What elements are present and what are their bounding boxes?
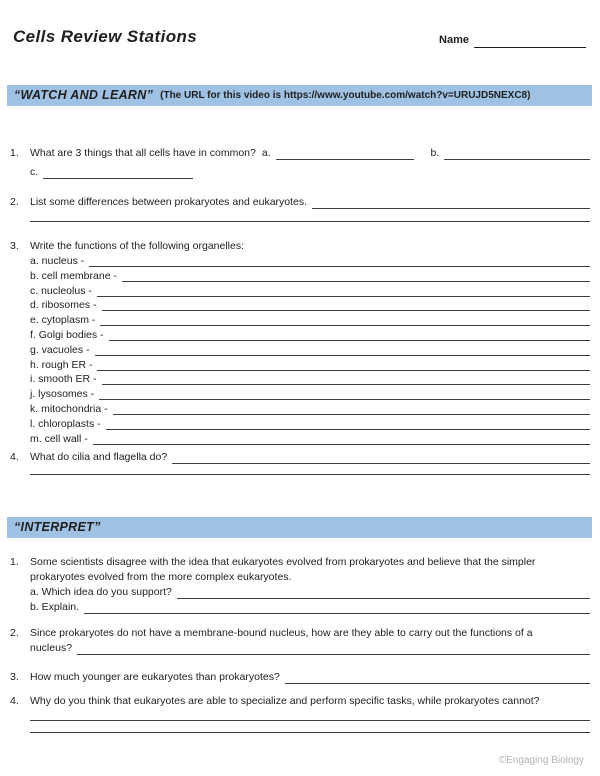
question-number: 2. bbox=[10, 196, 19, 208]
question-text: What are 3 things that all cells have in common? bbox=[30, 147, 256, 159]
organelle-label: l. chloroplasts - bbox=[30, 417, 101, 430]
organelle-label: i. smooth ER - bbox=[30, 373, 97, 386]
interpret-question-1 bbox=[10, 555, 590, 615]
watch-banner-url-note: (The URL for this video is https://www.youtube.com/watch?v=URUJD5NEXC8) bbox=[160, 90, 531, 101]
organelle-row bbox=[30, 402, 590, 417]
answer-line bbox=[122, 269, 590, 282]
question-text: List some differences between prokaryotes and eukaryotes. bbox=[30, 196, 308, 208]
organelle-label: f. Golgi bodies - bbox=[30, 328, 104, 341]
organelle-row bbox=[30, 343, 590, 358]
organelle-label: e. cytoplasm - bbox=[30, 314, 96, 327]
footer-credit: ©Engaging Biology bbox=[498, 755, 584, 766]
watch-question-4 bbox=[10, 450, 590, 475]
question-text-line2: nucleus? bbox=[30, 642, 73, 655]
answer-line bbox=[106, 417, 590, 430]
answer-line-a bbox=[177, 585, 590, 599]
answer-line-continued bbox=[30, 210, 590, 222]
organelle-row bbox=[30, 387, 590, 402]
answer-line-b bbox=[84, 600, 590, 614]
question-number: 1. bbox=[10, 556, 19, 569]
interpret-banner-heading: “INTERPRET” bbox=[14, 520, 101, 535]
organelle-row bbox=[30, 269, 590, 284]
header bbox=[0, 0, 600, 48]
question-text-line1: Since prokaryotes do not have a membrane-bound nucleus, how are they able to carry out the functions of a bbox=[30, 627, 533, 640]
organelle-label: j. lysosomes - bbox=[30, 388, 95, 401]
question-text: Why do you think that eukaryotes are able to specialize and perform specific tasks, while prokaryotes cannot? bbox=[30, 695, 540, 708]
organelle-row bbox=[30, 313, 590, 328]
question-number: 3. bbox=[10, 240, 19, 252]
answer-line bbox=[95, 343, 590, 356]
question-text-line1: Some scientists disagree with the idea that eukaryotes evolved from prokaryotes and believe that the simpler bbox=[30, 556, 536, 569]
answer-line bbox=[97, 358, 590, 371]
question-text: How much younger are eukaryotes than prokaryotes? bbox=[30, 671, 280, 684]
answer-line bbox=[100, 313, 590, 326]
organelle-label: m. cell wall - bbox=[30, 432, 88, 445]
question-text: What do cilia and flagella do? bbox=[30, 451, 168, 464]
organelle-row bbox=[30, 432, 590, 447]
sub-question-b: b. Explain. bbox=[30, 601, 80, 614]
answer-line bbox=[172, 450, 590, 464]
answer-line bbox=[93, 432, 590, 445]
interpret-question-2 bbox=[10, 626, 590, 656]
organelle-label: h. rough ER - bbox=[30, 358, 93, 371]
answer-line bbox=[77, 641, 590, 655]
page-title: Cells Review Stations bbox=[13, 27, 198, 46]
interpret-questions bbox=[0, 555, 600, 733]
answer-line bbox=[102, 372, 590, 385]
organelle-row bbox=[30, 417, 590, 432]
sub-label-c: c. bbox=[30, 166, 39, 178]
watch-question-2 bbox=[10, 195, 590, 222]
name-label: Name bbox=[439, 34, 469, 46]
name-field bbox=[439, 33, 586, 48]
answer-line bbox=[97, 284, 590, 297]
question-number: 3. bbox=[10, 671, 19, 684]
watch-banner-heading: “WATCH AND LEARN” bbox=[14, 88, 154, 102]
sub-label-b: b. bbox=[430, 147, 440, 159]
question-number: 4. bbox=[10, 695, 19, 708]
answer-line bbox=[30, 721, 590, 733]
answer-line-continued bbox=[30, 465, 590, 475]
question-number: 4. bbox=[10, 451, 19, 464]
sub-label-a: a. bbox=[261, 147, 271, 159]
organelle-row bbox=[30, 254, 590, 269]
answer-line bbox=[89, 254, 590, 267]
organelle-row bbox=[30, 284, 590, 299]
organelle-row bbox=[30, 372, 590, 387]
answer-line bbox=[113, 402, 590, 415]
question-number: 2. bbox=[10, 627, 19, 640]
answer-line bbox=[102, 298, 590, 311]
question-text: Write the functions of the following organelles: bbox=[30, 240, 245, 252]
watch-question-3 bbox=[10, 239, 590, 446]
organelle-label: a. nucleus - bbox=[30, 255, 85, 267]
answer-line bbox=[30, 712, 590, 721]
answer-line bbox=[285, 670, 590, 684]
watch-question-1 bbox=[10, 146, 590, 180]
organelle-label: c. nucleolus - bbox=[30, 284, 92, 297]
answer-line bbox=[312, 195, 590, 209]
answer-line-b bbox=[444, 146, 590, 160]
answer-line bbox=[99, 387, 590, 400]
interpret-banner bbox=[7, 517, 592, 538]
sub-question-a: a. Which idea do you support? bbox=[30, 586, 172, 599]
organelle-row bbox=[30, 328, 590, 343]
organelle-row bbox=[30, 298, 590, 313]
interpret-question-4 bbox=[10, 694, 590, 733]
question-number: 1. bbox=[10, 147, 19, 159]
name-answer-line bbox=[474, 35, 586, 48]
organelle-label: b. cell membrane - bbox=[30, 269, 117, 282]
answer-line-a bbox=[276, 146, 415, 160]
question-text-line2: prokaryotes evolved from the more complex eukaryotes. bbox=[30, 571, 292, 584]
watch-questions bbox=[0, 146, 600, 475]
watch-and-learn-banner bbox=[7, 85, 592, 106]
answer-line-c bbox=[43, 165, 193, 179]
organelle-label: k. mitochondria - bbox=[30, 402, 108, 415]
interpret-question-3 bbox=[10, 670, 590, 685]
answer-line bbox=[109, 328, 590, 341]
organelle-label: g. vacuoles - bbox=[30, 343, 90, 356]
organelle-label: d. ribosomes - bbox=[30, 299, 97, 312]
organelle-row bbox=[30, 358, 590, 373]
